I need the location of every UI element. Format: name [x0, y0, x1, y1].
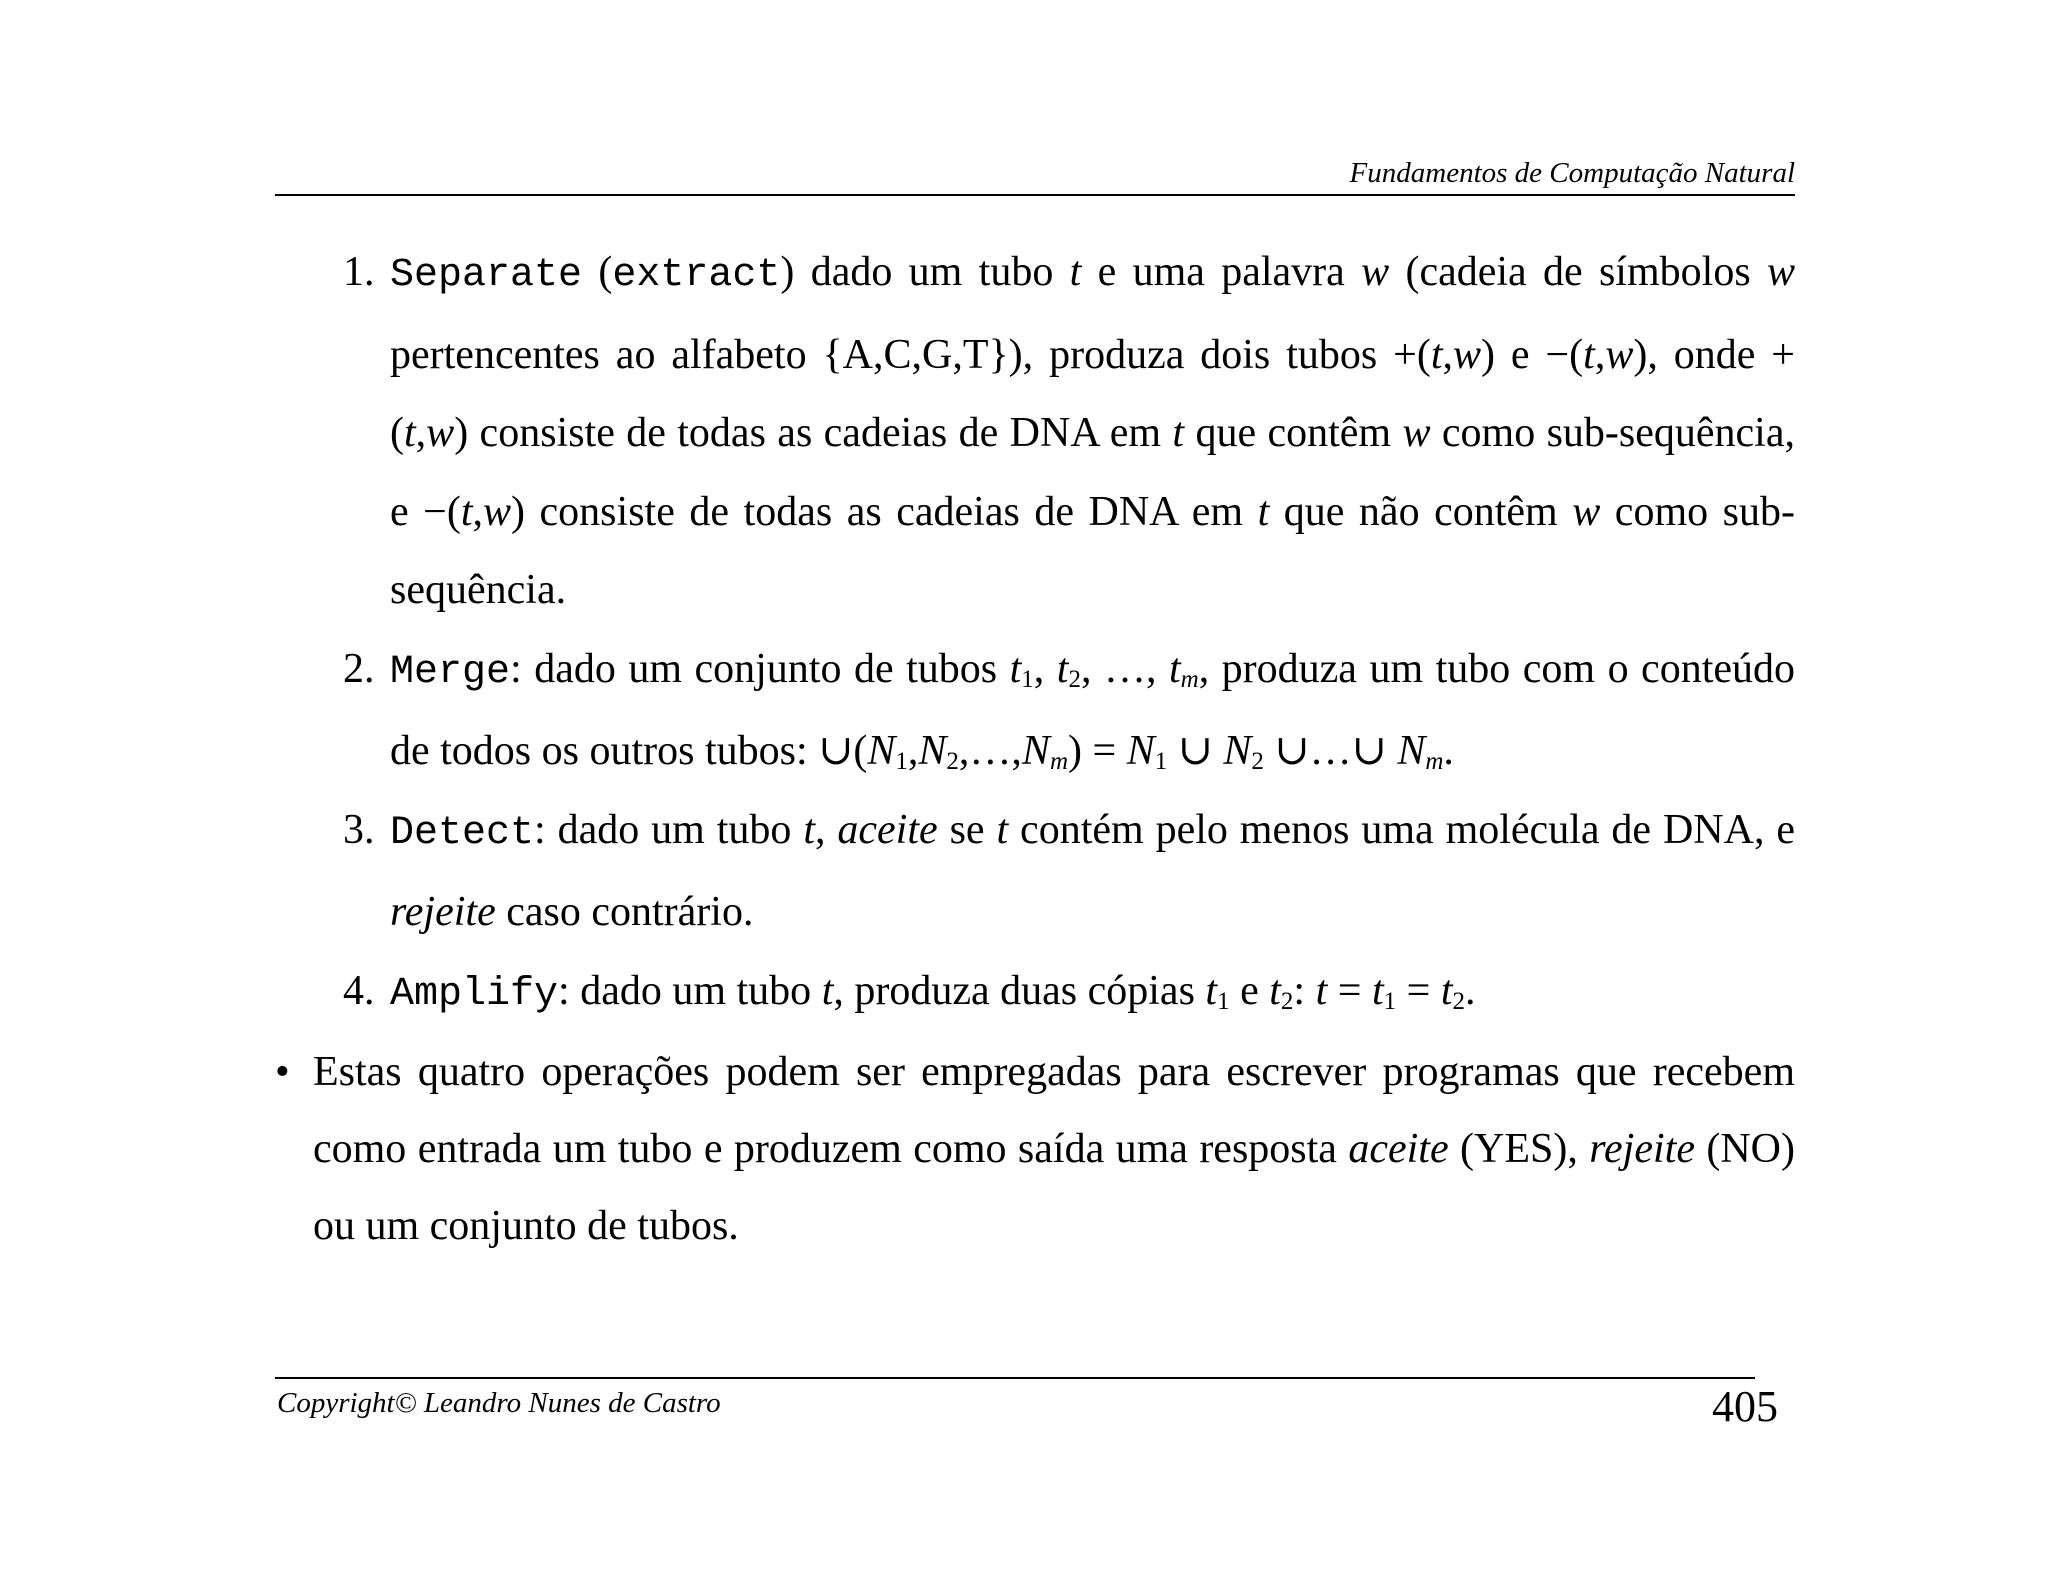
var-w: w [1605, 331, 1634, 378]
var-w: w [1361, 249, 1390, 295]
operation-amplify: 4. Amplify: dado um tubo t, produza duas cópias $t_1$ e $t_2$: $t = t_1 = t_2$. [275, 952, 1795, 1035]
text: ) consiste de todas as cadeias de DNA em [454, 410, 1173, 456]
subscript: 1 [1021, 665, 1034, 693]
operation-separate: 1. Separate (extract) dado um tubo t e uma palavra w (cadeia de símbolos w pertencentes ao alfabeto {A,C,G,T}), produza dois tubos +(t,w) e −(t,w), onde +(t,w) consiste de todas as cadeias de DNA em t que contêm w como sub-sequência, e −(t,w) consiste de todas as cadeias de DNA em t que não contêm w como sub-sequência. [275, 233, 1795, 630]
operation-name: Detect [390, 810, 535, 856]
var-w: w [1766, 249, 1795, 295]
var-n: N [867, 728, 896, 774]
var-w: w [426, 410, 455, 456]
union-symbol: ∪ [1274, 728, 1310, 774]
text: pertencentes ao alfabeto {A,C,G,T}), produza dois tubos +( [390, 331, 1431, 378]
copyright-text: Copyright© Leandro Nunes de Castro [277, 1387, 721, 1419]
var-t: t [1583, 331, 1595, 378]
var-w: w [1402, 410, 1431, 456]
page-footer [275, 1377, 1778, 1431]
text: contém pelo menos uma molécula de DNA, e [1008, 806, 1795, 853]
var-t: t [1257, 488, 1270, 535]
text: ), [1633, 331, 1674, 378]
operation-number: 2. [343, 645, 375, 692]
text: , produza um tubo com o conteúdo de todos os outros tubos: [390, 645, 1796, 774]
page-number: 405 [1712, 1382, 1778, 1431]
var-n: N [1397, 728, 1426, 774]
bullet-icon: • [275, 1049, 290, 1095]
text: e [1229, 967, 1270, 1014]
subscript: m [1425, 748, 1444, 775]
equals-sign: = [1092, 728, 1117, 774]
var-n: N [1021, 728, 1050, 774]
text: ) dado um tubo [780, 249, 1070, 295]
ellipsis: … [969, 728, 1012, 774]
union-symbol: ∪ [818, 728, 854, 774]
var-t: t [1009, 645, 1022, 692]
subscript: 1 [1383, 987, 1397, 1015]
reject-term: rejeite [1589, 1126, 1695, 1172]
text: e uma palavra [1081, 249, 1362, 295]
operation-number: 4. [343, 967, 375, 1014]
text: (NO) ou um conjunto de tubos. [313, 1126, 1796, 1249]
operation-name: Merge [390, 649, 511, 695]
operation-detect: 3. Detect: dado um tubo t, aceite se t contém pelo menos uma molécula de DNA, e rejeite caso contrário. [275, 791, 1795, 952]
operation-number: 1. [343, 249, 375, 295]
subscript: m [1049, 748, 1068, 775]
operation-merge: 2. Merge: dado um conjunto de tubos $t_1$, $t_2$, …, $t_m$, produza um tubo com o conteúdo de todos os outros tubos: $\cup(N_1,N_2,\dots,N_m) = N_1$ ∪ $N_2$ ∪…∪ $N_m$. [275, 630, 1795, 791]
var-w: w [1452, 331, 1481, 378]
var-t: t [1430, 331, 1443, 378]
reject-term: rejeite [390, 889, 496, 935]
union-symbol: ∪ [1177, 728, 1213, 774]
text: sub-sequência, e −( [390, 410, 1795, 535]
ellipsis: … [1103, 645, 1146, 692]
subscript: 1 [895, 748, 908, 775]
text: caso contrário. [495, 889, 754, 935]
var-t: t [1440, 967, 1453, 1014]
var-t: t [1371, 967, 1384, 1014]
subscript: 2 [1251, 748, 1264, 775]
var-t: t [1172, 410, 1185, 456]
text: : dado um conjunto de tubos [510, 645, 1010, 692]
var-t: t [1315, 967, 1328, 1014]
subscript: 2 [1068, 665, 1081, 693]
header-title: Fundamentos de Computação Natural [1349, 157, 1795, 189]
operation-name: Separate [390, 253, 583, 298]
operation-name: Amplify [390, 971, 559, 1017]
var-t: t [1205, 967, 1218, 1014]
var-t: t [1269, 967, 1281, 1014]
operation-number: 3. [343, 806, 375, 853]
page-header [275, 150, 1795, 196]
text: onde +( [390, 331, 1795, 456]
text: (YES), [1448, 1126, 1590, 1172]
main-content [275, 233, 1795, 1265]
text: contêm [1434, 488, 1573, 535]
text: como [1430, 410, 1547, 456]
accept-term: aceite [1348, 1126, 1449, 1172]
operation-alias: extract [612, 253, 781, 298]
var-w: w [1572, 488, 1601, 535]
accept-term: aceite [837, 806, 938, 853]
ellipsis: … [1309, 728, 1352, 774]
var-n: N [1223, 728, 1252, 774]
var-t: t [1069, 249, 1082, 295]
subscript: 1 [1217, 987, 1230, 1015]
var-w: w [483, 488, 512, 535]
subscript: 1 [1154, 748, 1168, 775]
text: (cadeia de símbolos [1389, 249, 1767, 295]
text: como sub-sequência. [390, 488, 1795, 613]
var-n: N [918, 728, 947, 774]
text: ) consiste de todas as cadeias de DNA em [511, 488, 1258, 535]
subscript: 2 [1280, 987, 1294, 1015]
var-t: t [821, 967, 834, 1014]
subscript: 2 [946, 748, 959, 775]
text: : dado um tubo [558, 967, 822, 1014]
subscript: 2 [1452, 987, 1465, 1015]
text: , produza duas cópias [833, 967, 1206, 1014]
text: : dado um tubo [534, 806, 804, 853]
text: Estas quatro operações podem ser empregadas para escrever programas que recebem como entrada um tubo e produzem como saída uma resposta [313, 1049, 1795, 1172]
text: que contêm [1184, 410, 1403, 456]
text: que não [1269, 488, 1435, 535]
var-t: t [404, 410, 416, 456]
var-t: t [460, 488, 473, 535]
var-t: t [803, 806, 815, 853]
var-t: t [1168, 645, 1181, 692]
text: ) e −( [1481, 331, 1584, 378]
var-t: t [996, 806, 1009, 853]
text: ( [598, 249, 613, 295]
var-t: t [1056, 645, 1069, 692]
bullet-paragraph [275, 1034, 1795, 1265]
var-n: N [1126, 728, 1155, 774]
union-symbol: ∪ [1351, 728, 1387, 774]
subscript: m [1180, 665, 1199, 693]
